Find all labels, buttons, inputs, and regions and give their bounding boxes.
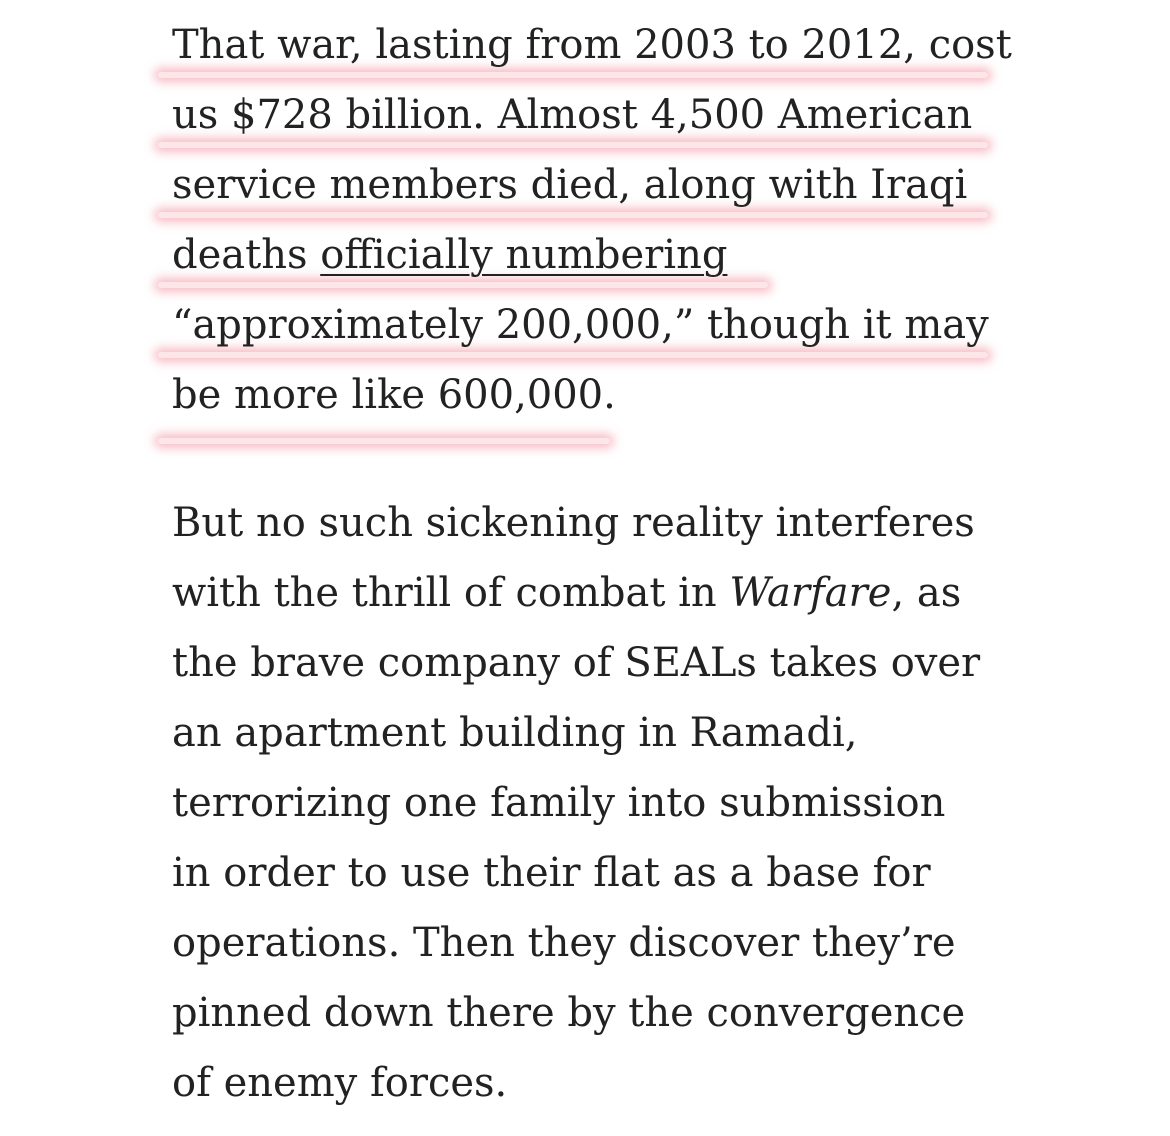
text-fragment: deaths xyxy=(172,232,321,278)
text-line xyxy=(172,220,1012,290)
highlight-mark xyxy=(158,438,610,444)
text-fragment: with the thrill of combat in xyxy=(172,570,730,616)
text-line: the brave company of SEALs takes over xyxy=(172,640,981,686)
text-line: That war, lasting from 2003 to 2012, cost xyxy=(172,22,1012,68)
text-line: But no such sickening reality interferes xyxy=(172,500,975,546)
text-line: an apartment building in Ramadi, xyxy=(172,710,858,756)
highlighted-paragraph[interactable] xyxy=(172,10,1012,430)
body-paragraph xyxy=(172,488,980,1118)
text-line: in order to use their flat as a base for xyxy=(172,850,931,896)
text-line: of enemy forces. xyxy=(172,1060,508,1106)
text-line: pinned down there by the convergence xyxy=(172,990,966,1036)
film-title: Warfare xyxy=(729,570,892,616)
text-fragment: , as xyxy=(891,570,962,616)
text-line: service members died, along with Iraqi xyxy=(172,162,968,208)
text-line: “approximately 200,000,” though it may xyxy=(172,302,989,348)
officially-numbering-link[interactable]: officially numbering xyxy=(320,232,728,278)
text-line: be more like 600,000. xyxy=(172,372,616,418)
text-line: terrorizing one family into submission xyxy=(172,780,946,826)
text-line: us $728 billion. Almost 4,500 American xyxy=(172,92,973,138)
text-line: operations. Then they discover they’re xyxy=(172,920,956,966)
text-line xyxy=(172,558,980,628)
